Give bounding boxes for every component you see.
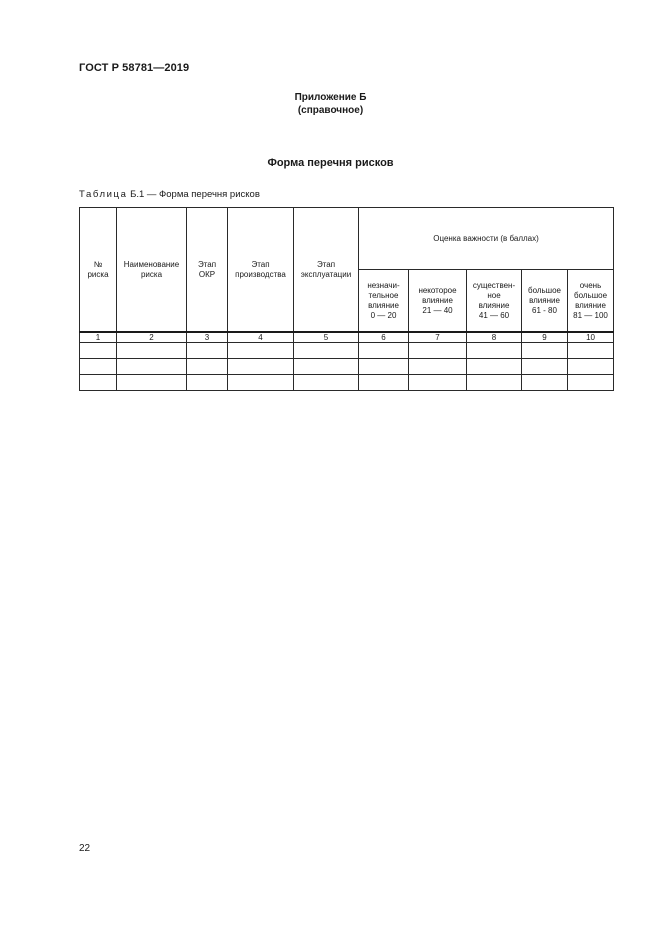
column-number: 3 <box>187 332 228 343</box>
table-cell <box>187 359 228 375</box>
header-importance-insignificant: незначи- тельное влияние 0 — 20 <box>359 270 409 333</box>
column-number: 8 <box>467 332 522 343</box>
table-cell <box>467 375 522 391</box>
table-cell <box>228 375 294 391</box>
column-number: 4 <box>228 332 294 343</box>
appendix-heading <box>0 91 661 117</box>
column-number-row <box>80 332 614 343</box>
table-cell <box>467 359 522 375</box>
table-caption-text: Б.1 — Форма перечня рисков <box>127 189 260 200</box>
table-cell <box>409 343 467 359</box>
form-title: Форма перечня рисков <box>267 157 394 169</box>
header-importance-large: большое влияние 61 - 80 <box>522 270 568 333</box>
table-cell <box>117 375 187 391</box>
table-cell <box>294 375 359 391</box>
column-number: 10 <box>568 332 614 343</box>
table-cell <box>409 375 467 391</box>
table-cell <box>80 375 117 391</box>
table-cell <box>568 375 614 391</box>
header-importance-group: Оценка важности (в баллах) <box>359 208 614 270</box>
header-importance-very-large: очень большое влияние 81 — 100 <box>568 270 614 333</box>
table-cell <box>187 375 228 391</box>
table-caption-label: Таблица <box>79 189 128 200</box>
table-cell <box>228 343 294 359</box>
header-risk-name: Наименование риска <box>117 208 187 333</box>
table-cell <box>522 359 568 375</box>
table-cell <box>117 343 187 359</box>
risk-list-table <box>79 207 614 391</box>
table-row <box>80 375 614 391</box>
table-cell <box>228 359 294 375</box>
table-cell <box>409 359 467 375</box>
table-cell <box>568 343 614 359</box>
table-row <box>80 359 614 375</box>
table-header-row <box>80 208 614 270</box>
table-cell <box>359 343 409 359</box>
document-code: ГОСТ Р 58781—2019 <box>79 62 190 74</box>
table-cell <box>522 343 568 359</box>
column-number: 7 <box>409 332 467 343</box>
header-stage-okr: Этап ОКР <box>187 208 228 333</box>
column-number: 6 <box>359 332 409 343</box>
header-stage-production: Этап производства <box>228 208 294 333</box>
column-number: 5 <box>294 332 359 343</box>
table-cell <box>568 359 614 375</box>
header-importance-some: некоторое влияние 21 — 40 <box>409 270 467 333</box>
table-cell <box>359 375 409 391</box>
table-cell <box>467 343 522 359</box>
table-caption <box>79 189 260 200</box>
column-number: 9 <box>522 332 568 343</box>
appendix-kind: (справочное) <box>297 105 364 116</box>
appendix-title: Приложение Б <box>294 92 367 103</box>
table-cell <box>294 343 359 359</box>
table-cell <box>117 359 187 375</box>
table-cell <box>187 343 228 359</box>
page-number: 22 <box>79 843 91 854</box>
table-cell <box>80 343 117 359</box>
table-cell <box>522 375 568 391</box>
table-row <box>80 343 614 359</box>
header-stage-operation: Этап эксплуатации <box>294 208 359 333</box>
table-cell <box>294 359 359 375</box>
table-cell <box>359 359 409 375</box>
column-number: 1 <box>80 332 117 343</box>
table-cell <box>80 359 117 375</box>
header-risk-number: № риска <box>80 208 117 333</box>
header-importance-significant: существен- ное влияние 41 — 60 <box>467 270 522 333</box>
column-number: 2 <box>117 332 187 343</box>
